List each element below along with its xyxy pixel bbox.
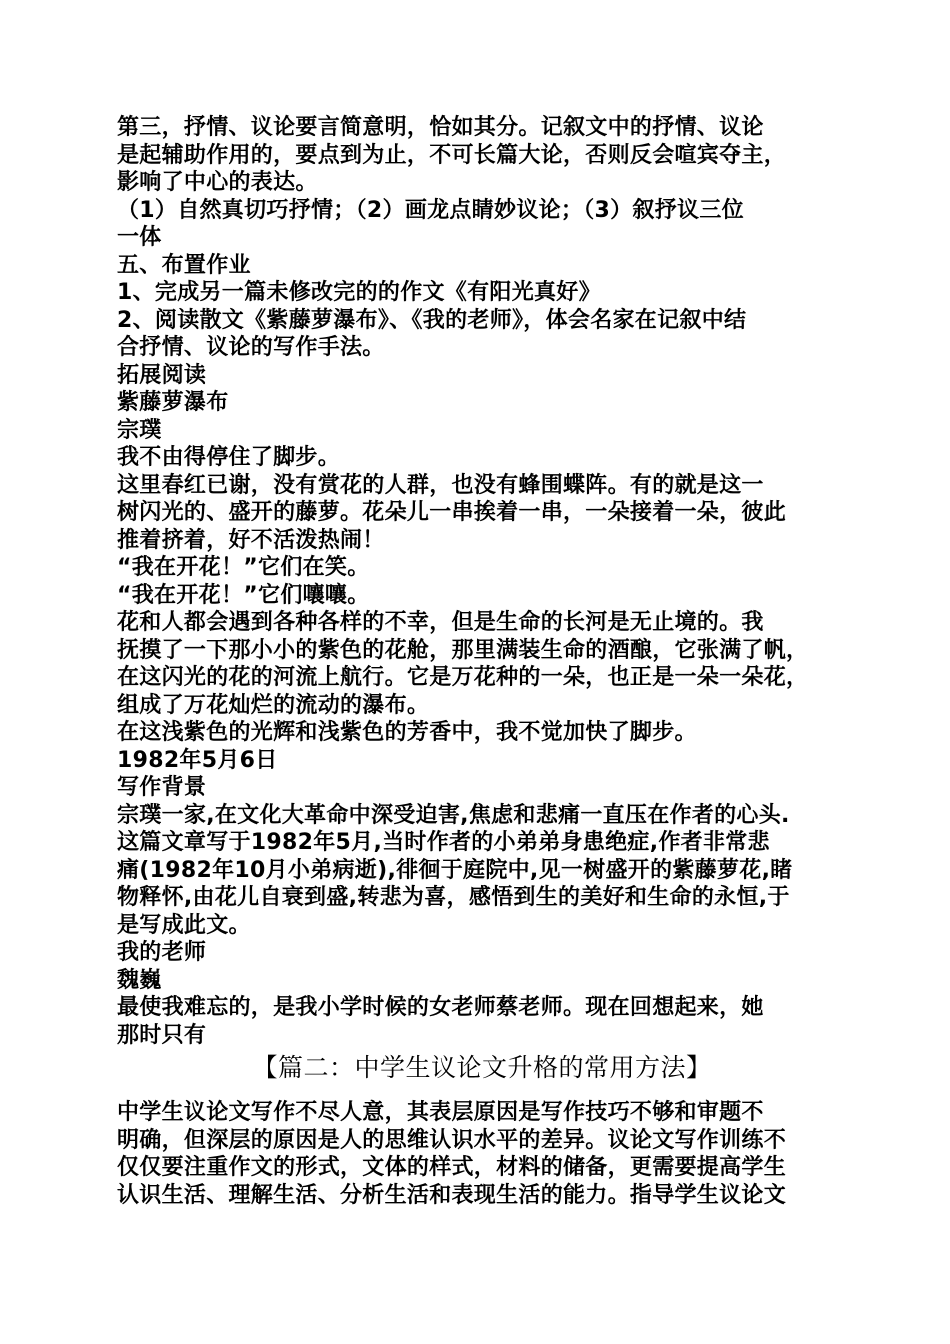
text-line: 那时只有 xyxy=(117,1022,207,1048)
text-line: 1982年5月6日 xyxy=(117,747,278,773)
text-line: 合抒情、议论的写作手法。 xyxy=(117,335,385,360)
text-line: 花和人都会遇到各种各样的不幸，但是生命的长河是无止境的。我 xyxy=(117,610,764,635)
text-line: “我在开花！”它们嚷嚷。 xyxy=(117,582,370,608)
text-line: 在这闪光的花的河流上航行。它是万花种的一朵，也正是一朵一朵花， xyxy=(117,665,809,690)
text-line: 写作背景 xyxy=(117,775,207,800)
text-line: 组成了万花灿烂的流动的瀑布。 xyxy=(117,692,430,718)
text-line: 紫藤萝瀑布 xyxy=(117,390,229,415)
text-line: 在这浅紫色的光辉和浅紫色的芳香中，我不觉加快了脚步。 xyxy=(117,720,697,745)
text-line: 树闪光的、盛开的藤萝。花朵儿一串挨着一串，一朵接着一朵，彼此 xyxy=(117,500,787,525)
text-line: 1、完成另一篇未修改完的的作文《有阳光真好》 xyxy=(117,280,601,305)
text-line: 抚摸了一下那小小的紫色的花舱，那里满装生命的酒酿，它张满了帆， xyxy=(117,637,809,663)
text-line: 是写成此文。 xyxy=(117,912,251,938)
text-line: 推着挤着，好不活泼热闹！ xyxy=(117,527,385,553)
text-line: 这篇文章写于1982年5月,当时作者的小弟弟身患绝症,作者非常悲 xyxy=(117,830,770,855)
text-line: 五、布置作业 xyxy=(117,252,251,278)
text-line: 魏巍 xyxy=(117,967,162,993)
section-two xyxy=(117,1099,847,1209)
text-line: 我不由得停住了脚步。 xyxy=(117,445,341,470)
section-one xyxy=(117,114,847,1049)
text-line: 最使我难忘的，是我小学时候的女老师蔡老师。现在回想起来，她 xyxy=(117,995,764,1020)
text-line: 中学生议论文写作不尽人意，其表层原因是写作技巧不够和审题不 xyxy=(117,1100,764,1125)
text-line: 是起辅助作用的，要点到为止，不可长篇大论，否则反会喧宾夺主， xyxy=(117,142,787,168)
text-line: 2、阅读散文《紫藤萝瀑布》、《我的老师》，体会名家在记叙中结 xyxy=(117,307,747,333)
text-line: 物释怀,由花儿自衰到盛,转悲为喜，感悟到生的美好和生命的永恒,于 xyxy=(117,885,790,910)
text-line: 这里春红已谢，没有赏花的人群，也没有蜂围蝶阵。有的就是这一 xyxy=(117,472,764,498)
text-line: 第三，抒情、议论要言简意明，恰如其分。记叙文中的抒情、议论 xyxy=(117,115,764,140)
text-line: 明确，但深层的原因是人的思维认识水平的差异。议论文写作训练不 xyxy=(117,1127,787,1153)
text-line: 痛(1982年10月小弟病逝),徘徊于庭院中,见一树盛开的紫藤萝花,睹 xyxy=(117,857,793,883)
text-line: 宗璞 xyxy=(117,417,162,443)
text-line: 我的老师 xyxy=(117,940,207,965)
document-page xyxy=(117,114,847,1209)
section-heading: 【篇二：中学生议论文升格的常用方法】 xyxy=(252,1053,712,1082)
text-line: 认识生活、理解生活、分析生活和表现生活的能力。指导学生议论文 xyxy=(117,1182,787,1208)
text-line: 宗璞一家,在文化大革命中深受迫害,焦虑和悲痛一直压在作者的心头. xyxy=(117,802,790,828)
text-line: （1）自然真切巧抒情；（2）画龙点睛妙议论；（3）叙抒议三位 xyxy=(117,197,744,223)
text-line: 仅仅要注重作文的形式，文体的样式，材料的储备，更需要提高学生 xyxy=(117,1155,787,1180)
text-line: 拓展阅读 xyxy=(117,362,207,388)
text-line: 影响了中心的表达。 xyxy=(117,170,318,195)
text-line: 一体 xyxy=(117,225,162,250)
text-line: “我在开花！”它们在笑。 xyxy=(117,555,370,580)
